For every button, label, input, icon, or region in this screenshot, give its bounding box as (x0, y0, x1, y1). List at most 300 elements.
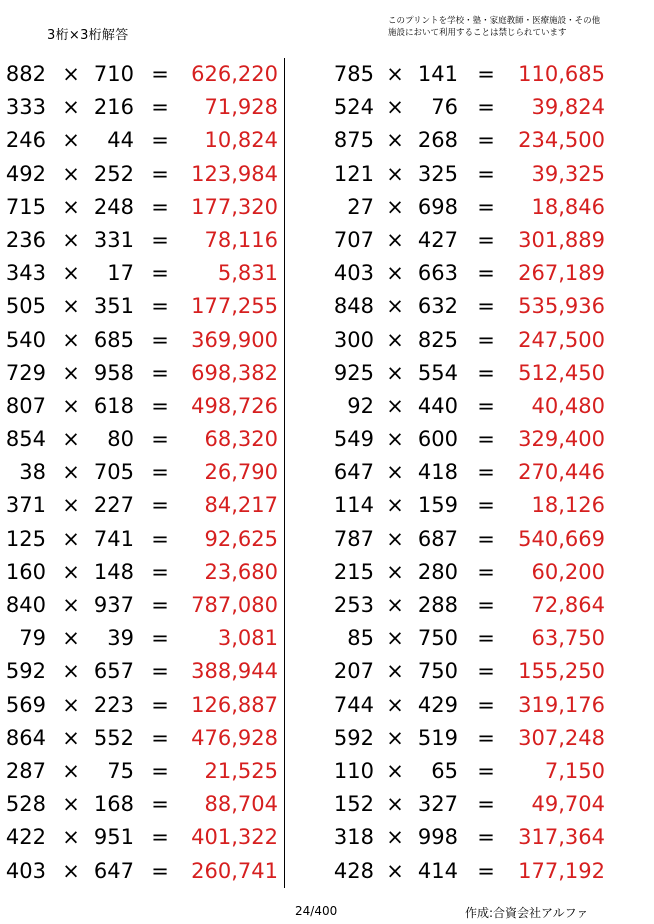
problem-row (324, 821, 654, 854)
operand-b: 39 (107, 626, 134, 651)
equals-sign: = (151, 493, 169, 518)
operand-b: 647 (93, 858, 134, 883)
operand-a: 848 (333, 294, 374, 319)
operand-b: 710 (93, 62, 134, 86)
operand-a: 528 (5, 792, 46, 817)
equals-sign: = (151, 95, 169, 120)
answer: 72,864 (531, 593, 605, 617)
problem-row (324, 257, 654, 290)
equals-sign: = (477, 194, 495, 219)
equals-sign: = (477, 593, 495, 617)
operand-a: 875 (333, 128, 374, 153)
problem-row (324, 224, 654, 257)
operand-a: 807 (5, 393, 46, 418)
answer: 388,944 (191, 659, 278, 684)
answer: 71,928 (204, 95, 278, 120)
answer: 698,382 (191, 360, 278, 385)
operand-b: 440 (417, 393, 458, 418)
operand-a: 744 (333, 692, 374, 717)
right-problem-column (324, 58, 654, 888)
operand-a: 569 (5, 692, 46, 717)
times-sign: × (62, 758, 80, 783)
times-sign: × (62, 825, 80, 850)
operand-b: 75 (107, 758, 134, 783)
times-sign: × (62, 360, 80, 385)
operand-b: 427 (417, 227, 458, 252)
times-sign: × (386, 360, 404, 385)
problem-row (0, 722, 330, 755)
times-sign: × (386, 62, 404, 86)
answer: 92,625 (204, 526, 278, 551)
operand-a: 785 (333, 62, 374, 86)
equals-sign: = (477, 825, 495, 850)
answer: 401,322 (191, 825, 278, 850)
equals-sign: = (151, 858, 169, 883)
operand-b: 698 (417, 194, 458, 219)
times-sign: × (386, 427, 404, 452)
problem-row (0, 456, 330, 489)
times-sign: × (62, 593, 80, 617)
operand-b: 280 (417, 559, 458, 584)
times-sign: × (386, 792, 404, 817)
problem-row (0, 58, 330, 91)
times-sign: × (386, 725, 404, 750)
equals-sign: = (477, 493, 495, 518)
equals-sign: = (151, 294, 169, 319)
problem-row (324, 855, 654, 888)
operand-b: 248 (93, 194, 134, 219)
times-sign: × (386, 294, 404, 319)
problem-row (324, 523, 654, 556)
answer: 18,846 (531, 194, 605, 219)
equals-sign: = (151, 227, 169, 252)
times-sign: × (62, 526, 80, 551)
answer: 270,446 (518, 460, 605, 485)
problem-row (324, 91, 654, 124)
operand-a: 152 (333, 792, 374, 817)
operand-a: 318 (333, 825, 374, 850)
operand-a: 85 (347, 626, 374, 651)
answer: 540,669 (518, 526, 605, 551)
problem-row (324, 423, 654, 456)
answer: 126,887 (191, 692, 278, 717)
problem-row (324, 290, 654, 323)
answer: 626,220 (191, 62, 278, 86)
operand-a: 27 (347, 194, 374, 219)
operand-a: 121 (333, 161, 374, 186)
times-sign: × (62, 128, 80, 153)
equals-sign: = (151, 526, 169, 551)
operand-b: 159 (417, 493, 458, 518)
times-sign: × (62, 493, 80, 518)
answer: 84,217 (204, 493, 278, 518)
problem-row (0, 622, 330, 655)
times-sign: × (62, 559, 80, 584)
equals-sign: = (151, 758, 169, 783)
operand-b: 998 (417, 825, 458, 850)
operand-b: 268 (417, 128, 458, 153)
answer: 267,189 (518, 261, 605, 286)
operand-b: 325 (417, 161, 458, 186)
answer: 63,750 (531, 626, 605, 651)
equals-sign: = (151, 725, 169, 750)
answer: 247,500 (518, 327, 605, 352)
problem-row (324, 357, 654, 390)
operand-a: 125 (5, 526, 46, 551)
operand-a: 38 (19, 460, 46, 485)
problem-row (0, 788, 330, 821)
operand-b: 327 (417, 792, 458, 817)
operand-a: 114 (333, 493, 374, 518)
times-sign: × (386, 692, 404, 717)
operand-a: 840 (5, 593, 46, 617)
operand-a: 422 (5, 825, 46, 850)
problem-row (0, 224, 330, 257)
operand-a: 300 (333, 327, 374, 352)
answer: 21,525 (204, 758, 278, 783)
left-problem-column (0, 58, 330, 888)
equals-sign: = (151, 559, 169, 584)
problem-row (0, 655, 330, 688)
answer: 123,984 (191, 161, 278, 186)
answer: 329,400 (518, 427, 605, 452)
operand-b: 17 (107, 261, 134, 286)
operand-a: 882 (5, 62, 46, 86)
equals-sign: = (151, 161, 169, 186)
problem-row (324, 456, 654, 489)
answer: 476,928 (191, 725, 278, 750)
times-sign: × (62, 460, 80, 485)
operand-a: 333 (5, 95, 46, 120)
times-sign: × (386, 559, 404, 584)
answer: 498,726 (191, 393, 278, 418)
problem-row (0, 124, 330, 157)
problem-row (0, 423, 330, 456)
operand-a: 864 (5, 725, 46, 750)
column-divider (284, 58, 285, 888)
answer: 78,116 (204, 227, 278, 252)
operand-b: 687 (417, 526, 458, 551)
equals-sign: = (151, 194, 169, 219)
times-sign: × (62, 327, 80, 352)
times-sign: × (386, 227, 404, 252)
answer: 23,680 (204, 559, 278, 584)
problem-row (324, 689, 654, 722)
problem-row (324, 722, 654, 755)
equals-sign: = (477, 626, 495, 651)
times-sign: × (386, 261, 404, 286)
answer: 7,150 (544, 758, 605, 783)
operand-b: 632 (417, 294, 458, 319)
operand-b: 663 (417, 261, 458, 286)
times-sign: × (386, 758, 404, 783)
equals-sign: = (151, 792, 169, 817)
equals-sign: = (151, 659, 169, 684)
equals-sign: = (151, 393, 169, 418)
answer: 307,248 (518, 725, 605, 750)
problem-row (324, 655, 654, 688)
problem-row (0, 689, 330, 722)
operand-b: 80 (107, 427, 134, 452)
equals-sign: = (477, 128, 495, 153)
problem-row (0, 91, 330, 124)
operand-b: 951 (93, 825, 134, 850)
problem-row (0, 755, 330, 788)
answer: 319,176 (518, 692, 605, 717)
operand-a: 215 (333, 559, 374, 584)
answer: 301,889 (518, 227, 605, 252)
times-sign: × (386, 626, 404, 651)
answer: 260,741 (191, 858, 278, 883)
problem-row (0, 523, 330, 556)
operand-a: 524 (333, 95, 374, 120)
problem-row (324, 556, 654, 589)
equals-sign: = (151, 261, 169, 286)
operand-b: 519 (417, 725, 458, 750)
equals-sign: = (477, 559, 495, 584)
times-sign: × (62, 427, 80, 452)
times-sign: × (62, 161, 80, 186)
times-sign: × (386, 327, 404, 352)
operand-b: 554 (417, 360, 458, 385)
answer: 369,900 (191, 327, 278, 352)
operand-b: 750 (417, 626, 458, 651)
operand-a: 592 (333, 725, 374, 750)
page-title: 3桁×3桁解答 (47, 28, 129, 43)
times-sign: × (386, 659, 404, 684)
equals-sign: = (477, 460, 495, 485)
operand-a: 707 (333, 227, 374, 252)
equals-sign: = (151, 825, 169, 850)
equals-sign: = (151, 62, 169, 86)
equals-sign: = (477, 62, 495, 86)
operand-a: 92 (347, 393, 374, 418)
operand-b: 618 (93, 393, 134, 418)
answer: 39,325 (531, 161, 605, 186)
operand-b: 351 (93, 294, 134, 319)
answer: 49,704 (531, 792, 605, 817)
problem-row (0, 357, 330, 390)
times-sign: × (386, 194, 404, 219)
operand-a: 854 (5, 427, 46, 452)
equals-sign: = (477, 692, 495, 717)
operand-a: 428 (333, 858, 374, 883)
times-sign: × (386, 526, 404, 551)
answer: 155,250 (518, 659, 605, 684)
equals-sign: = (477, 161, 495, 186)
operand-a: 236 (5, 227, 46, 252)
operand-b: 331 (93, 227, 134, 252)
answer: 40,480 (531, 393, 605, 418)
operand-a: 549 (333, 427, 374, 452)
operand-a: 160 (5, 559, 46, 584)
problem-row (0, 821, 330, 854)
problem-row (324, 390, 654, 423)
equals-sign: = (477, 427, 495, 452)
answer: 177,192 (518, 858, 605, 883)
problem-row (324, 324, 654, 357)
problem-row (0, 324, 330, 357)
operand-b: 65 (431, 758, 458, 783)
answer: 88,704 (204, 792, 278, 817)
equals-sign: = (477, 758, 495, 783)
answer: 26,790 (204, 460, 278, 485)
problem-row (324, 191, 654, 224)
problem-row (324, 589, 654, 622)
operand-b: 750 (417, 659, 458, 684)
operand-b: 705 (93, 460, 134, 485)
problem-row (0, 191, 330, 224)
equals-sign: = (151, 128, 169, 153)
operand-b: 216 (93, 95, 134, 120)
answer: 177,320 (191, 194, 278, 219)
times-sign: × (386, 95, 404, 120)
problem-row (324, 755, 654, 788)
times-sign: × (386, 161, 404, 186)
operand-b: 414 (417, 858, 458, 883)
operand-a: 246 (5, 128, 46, 153)
problem-row (0, 158, 330, 191)
equals-sign: = (477, 95, 495, 120)
times-sign: × (386, 393, 404, 418)
operand-b: 937 (93, 593, 134, 617)
answer: 110,685 (518, 62, 605, 86)
problem-row (0, 257, 330, 290)
operand-a: 79 (19, 626, 46, 651)
operand-b: 741 (93, 526, 134, 551)
problem-row (0, 589, 330, 622)
times-sign: × (62, 227, 80, 252)
operand-b: 252 (93, 161, 134, 186)
operand-b: 168 (93, 792, 134, 817)
operand-a: 925 (333, 360, 374, 385)
answer: 5,831 (217, 261, 278, 286)
equals-sign: = (477, 526, 495, 551)
operand-a: 403 (333, 261, 374, 286)
equals-sign: = (151, 327, 169, 352)
equals-sign: = (477, 725, 495, 750)
operand-a: 343 (5, 261, 46, 286)
times-sign: × (62, 792, 80, 817)
answer: 234,500 (518, 128, 605, 153)
equals-sign: = (477, 792, 495, 817)
operand-a: 647 (333, 460, 374, 485)
equals-sign: = (477, 261, 495, 286)
operand-b: 600 (417, 427, 458, 452)
problem-row (324, 489, 654, 522)
times-sign: × (386, 593, 404, 617)
equals-sign: = (151, 626, 169, 651)
problem-row (0, 290, 330, 323)
answer: 39,824 (531, 95, 605, 120)
problem-row (0, 556, 330, 589)
answer: 10,824 (204, 128, 278, 153)
problem-row (324, 622, 654, 655)
operand-b: 288 (417, 593, 458, 617)
answer: 18,126 (531, 493, 605, 518)
operand-a: 110 (333, 758, 374, 783)
equals-sign: = (151, 593, 169, 617)
problem-row (324, 124, 654, 157)
problem-row (0, 489, 330, 522)
operand-a: 729 (5, 360, 46, 385)
times-sign: × (62, 692, 80, 717)
answer: 60,200 (531, 559, 605, 584)
operand-a: 253 (333, 593, 374, 617)
equals-sign: = (151, 360, 169, 385)
operand-a: 592 (5, 659, 46, 684)
problem-row (324, 158, 654, 191)
times-sign: × (386, 858, 404, 883)
times-sign: × (62, 725, 80, 750)
operand-a: 715 (5, 194, 46, 219)
operand-b: 148 (93, 559, 134, 584)
problem-row (0, 390, 330, 423)
problem-row (324, 58, 654, 91)
operand-b: 685 (93, 327, 134, 352)
problem-row (0, 855, 330, 888)
operand-b: 141 (417, 62, 458, 86)
operand-b: 418 (417, 460, 458, 485)
times-sign: × (62, 393, 80, 418)
equals-sign: = (477, 327, 495, 352)
answer: 787,080 (191, 593, 278, 617)
answer: 3,081 (217, 626, 278, 651)
operand-b: 429 (417, 692, 458, 717)
equals-sign: = (151, 692, 169, 717)
operand-b: 223 (93, 692, 134, 717)
problem-row (324, 788, 654, 821)
times-sign: × (386, 128, 404, 153)
equals-sign: = (477, 858, 495, 883)
operand-b: 44 (107, 128, 134, 153)
equals-sign: = (477, 294, 495, 319)
times-sign: × (62, 261, 80, 286)
times-sign: × (62, 858, 80, 883)
operand-a: 540 (5, 327, 46, 352)
operand-a: 492 (5, 161, 46, 186)
times-sign: × (62, 626, 80, 651)
operand-b: 76 (431, 95, 458, 120)
answer: 177,255 (191, 294, 278, 319)
usage-notice: このプリントを学校・塾・家庭教師・医療施設・その他 施設において利用することは禁じられています (388, 16, 601, 38)
answer: 512,450 (518, 360, 605, 385)
equals-sign: = (477, 360, 495, 385)
answer: 535,936 (518, 294, 605, 319)
operand-a: 287 (5, 758, 46, 783)
times-sign: × (62, 62, 80, 86)
operand-b: 958 (93, 360, 134, 385)
answer: 317,364 (518, 825, 605, 850)
operand-a: 371 (5, 493, 46, 518)
equals-sign: = (151, 427, 169, 452)
operand-b: 657 (93, 659, 134, 684)
equals-sign: = (477, 393, 495, 418)
page-number: 24/400 (295, 904, 338, 918)
times-sign: × (386, 493, 404, 518)
times-sign: × (62, 95, 80, 120)
times-sign: × (386, 460, 404, 485)
times-sign: × (62, 659, 80, 684)
operand-b: 825 (417, 327, 458, 352)
author-credit: 作成:合資会社アルファ (465, 906, 589, 920)
operand-a: 505 (5, 294, 46, 319)
operand-a: 787 (333, 526, 374, 551)
equals-sign: = (477, 659, 495, 684)
operand-a: 403 (5, 858, 46, 883)
times-sign: × (62, 294, 80, 319)
equals-sign: = (477, 227, 495, 252)
